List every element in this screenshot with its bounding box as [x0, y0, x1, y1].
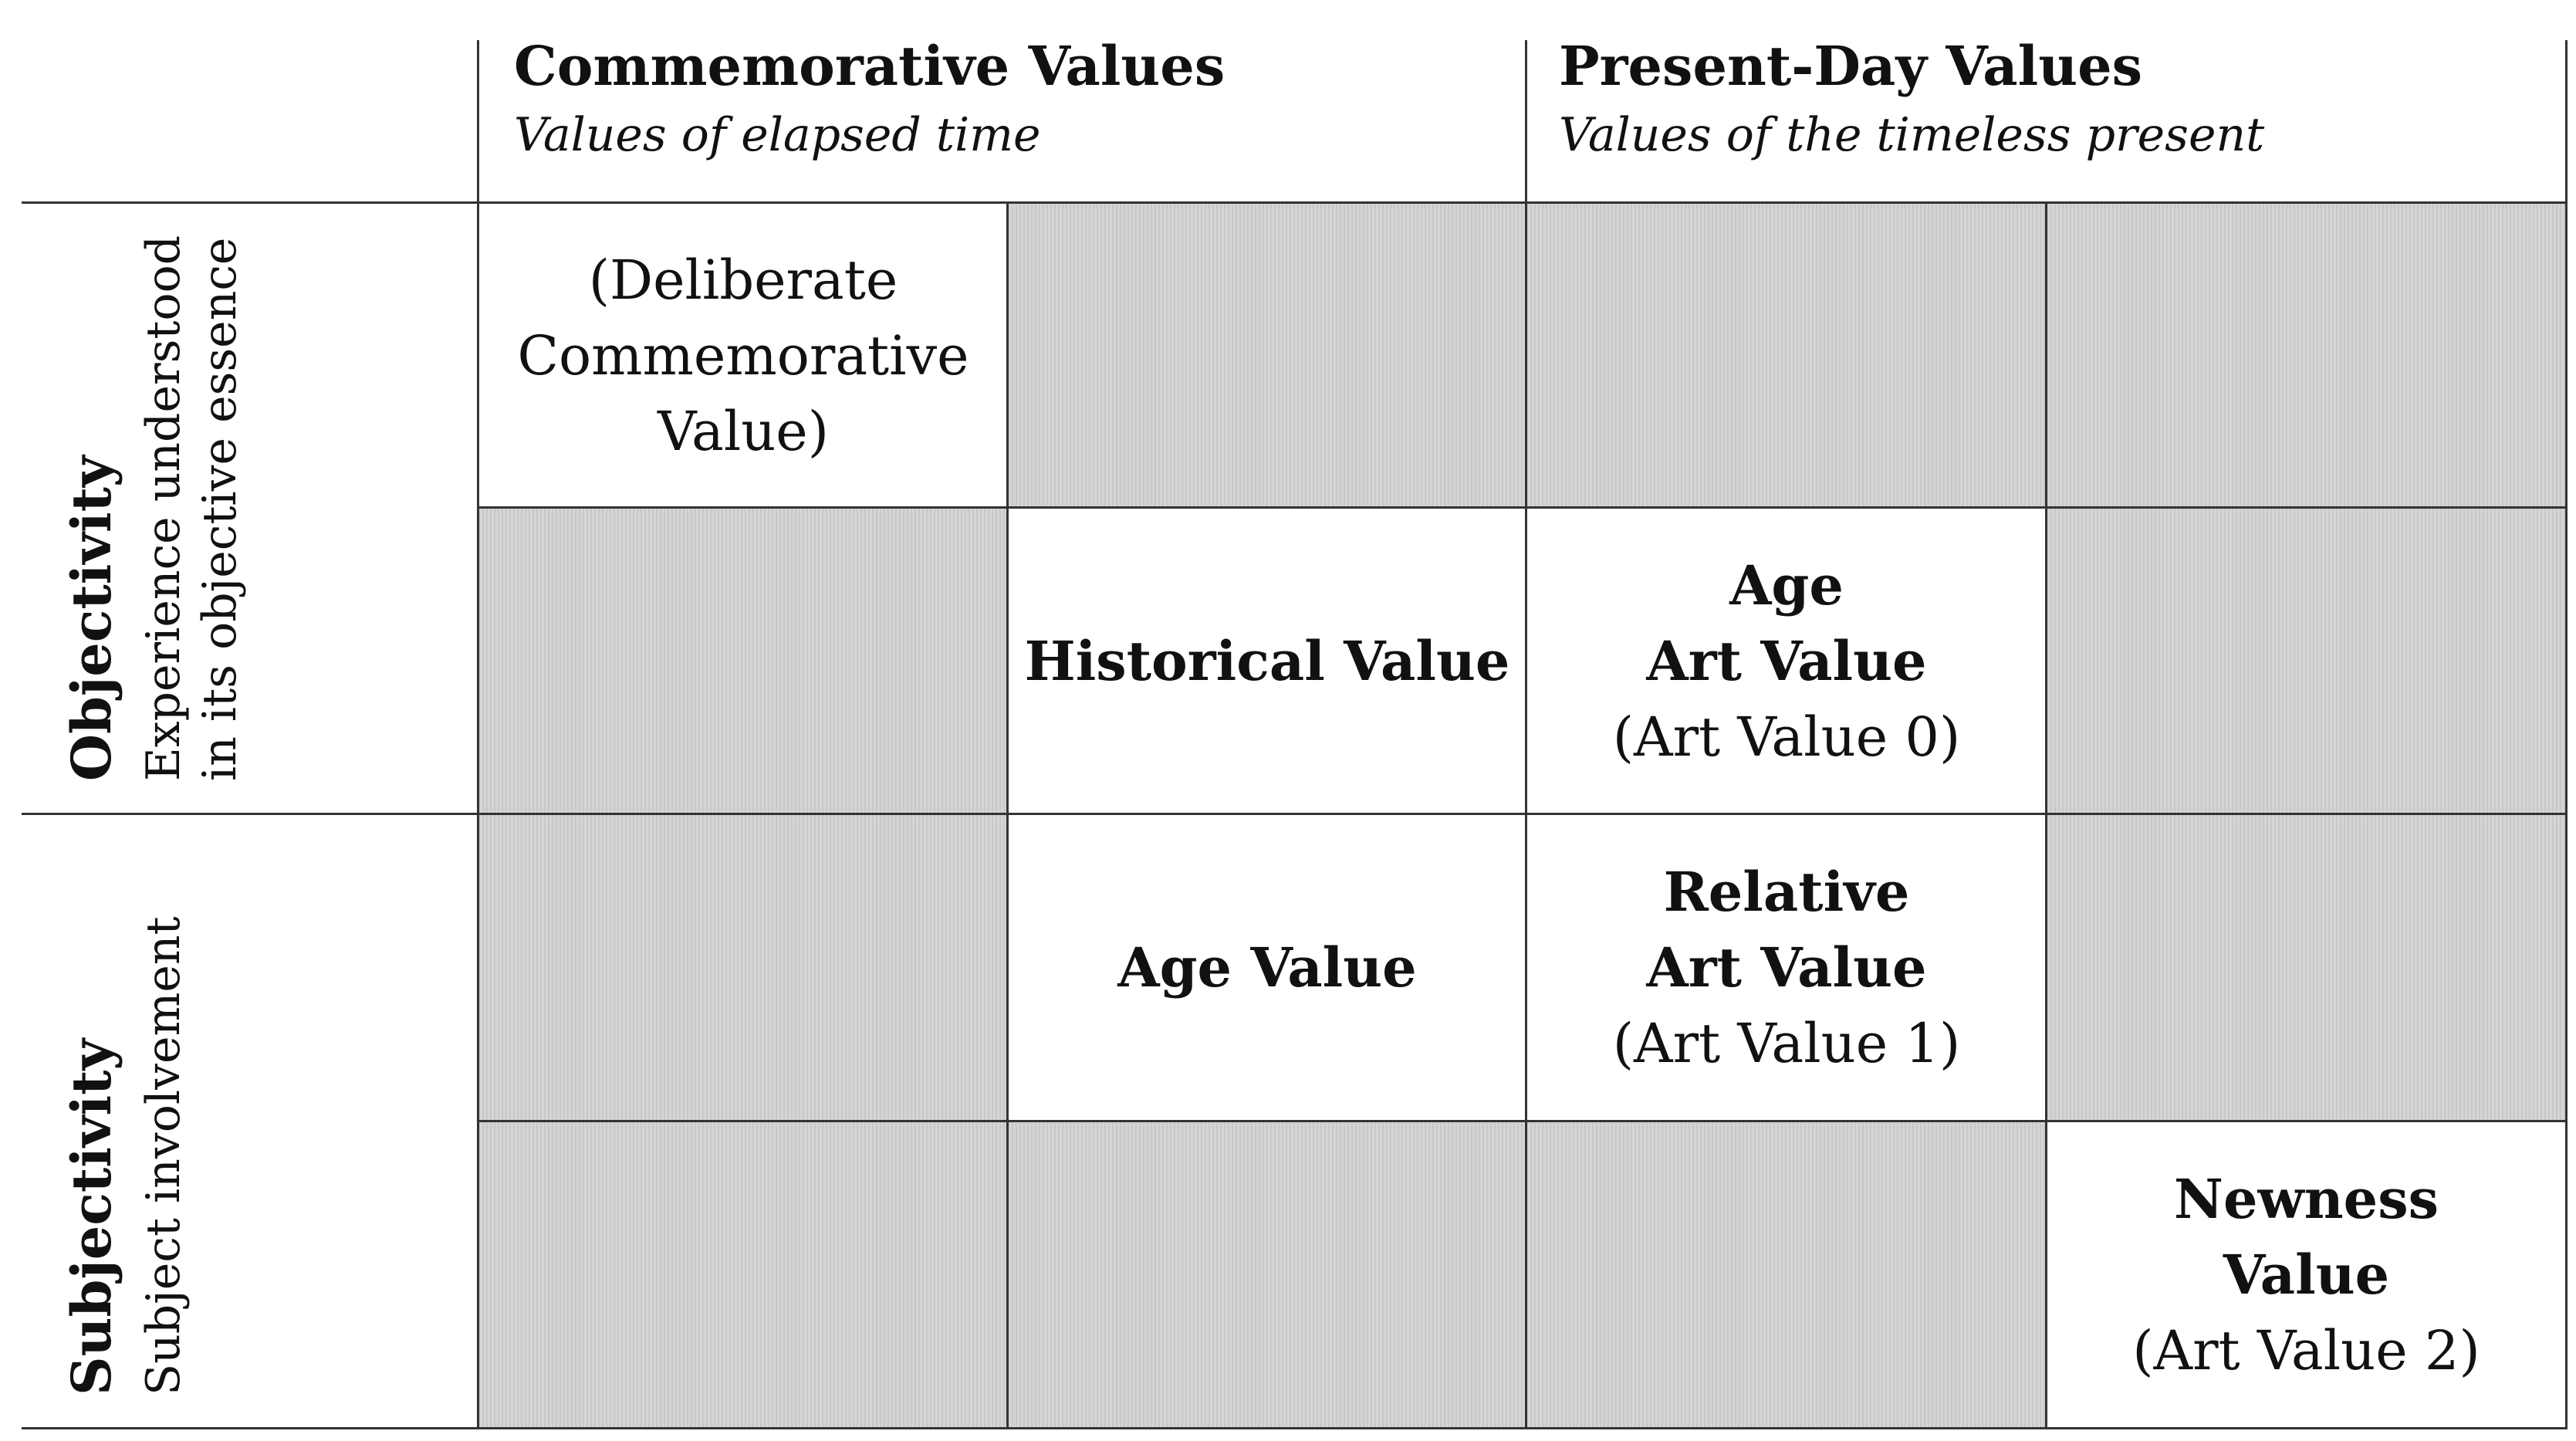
column-title: Present-Day Values: [1559, 34, 2143, 98]
shaded-cell: [1008, 1121, 1526, 1429]
row-title: Objectivity: [59, 455, 123, 781]
cell-note: (Art Value 0): [1612, 705, 1961, 769]
cell-newness-value: [2047, 1121, 2566, 1429]
shaded-cell: [478, 508, 1008, 814]
cell-note: (Art Value 2): [2132, 1319, 2480, 1382]
cell-label: Newness: [2173, 1167, 2439, 1231]
cell-label: Historical Value: [1024, 628, 1510, 693]
shaded-cell: [1526, 203, 2047, 508]
cell-label: Age: [1729, 553, 1844, 617]
cell-line: (Deliberate: [588, 248, 898, 312]
cell-label: Age Value: [1117, 935, 1417, 1000]
cell-historical-value: [1008, 508, 1526, 814]
row-subtitle: in its objective essence: [193, 237, 248, 781]
cell-age-art-value: [1526, 508, 2047, 814]
column-subtitle: Values of elapsed time: [514, 108, 1041, 162]
row-header-objectivity: [59, 235, 248, 781]
shaded-cell: [2047, 814, 2566, 1121]
column-subtitle: Values of the timeless present: [1559, 108, 2265, 162]
row-title: Subjectivity: [59, 1038, 123, 1395]
shaded-cell: [1526, 1121, 2047, 1429]
grid-line: [22, 201, 2567, 204]
cell-label: Relative: [1663, 860, 1910, 924]
cell-line: Commemorative: [517, 323, 969, 387]
cell-age-value: [1008, 814, 1526, 1121]
row-subtitle: Experience understood: [137, 235, 191, 781]
column-header-commemorative: [514, 34, 1225, 164]
cell-label: Art Value: [1646, 935, 1927, 1000]
shaded-cell: [478, 1121, 1008, 1429]
column-header-present-day: [1559, 34, 2264, 164]
cell-deliberate-commemorative-value: [478, 203, 1008, 508]
cell-note: (Art Value 1): [1612, 1012, 1961, 1075]
cell-line: Value): [657, 399, 830, 463]
column-title: Commemorative Values: [514, 34, 1225, 98]
row-header-subjectivity: [59, 916, 192, 1395]
shaded-cell: [2047, 508, 2566, 814]
cell-relative-art-value: [1526, 814, 2047, 1121]
shaded-cell: [1008, 203, 1526, 508]
cell-label: Art Value: [1646, 628, 1927, 693]
shaded-cell: [2047, 203, 2566, 508]
shaded-cell: [478, 814, 1008, 1121]
row-subtitle: Subject involvement: [137, 916, 191, 1395]
cell-label: Value: [2223, 1243, 2390, 1307]
